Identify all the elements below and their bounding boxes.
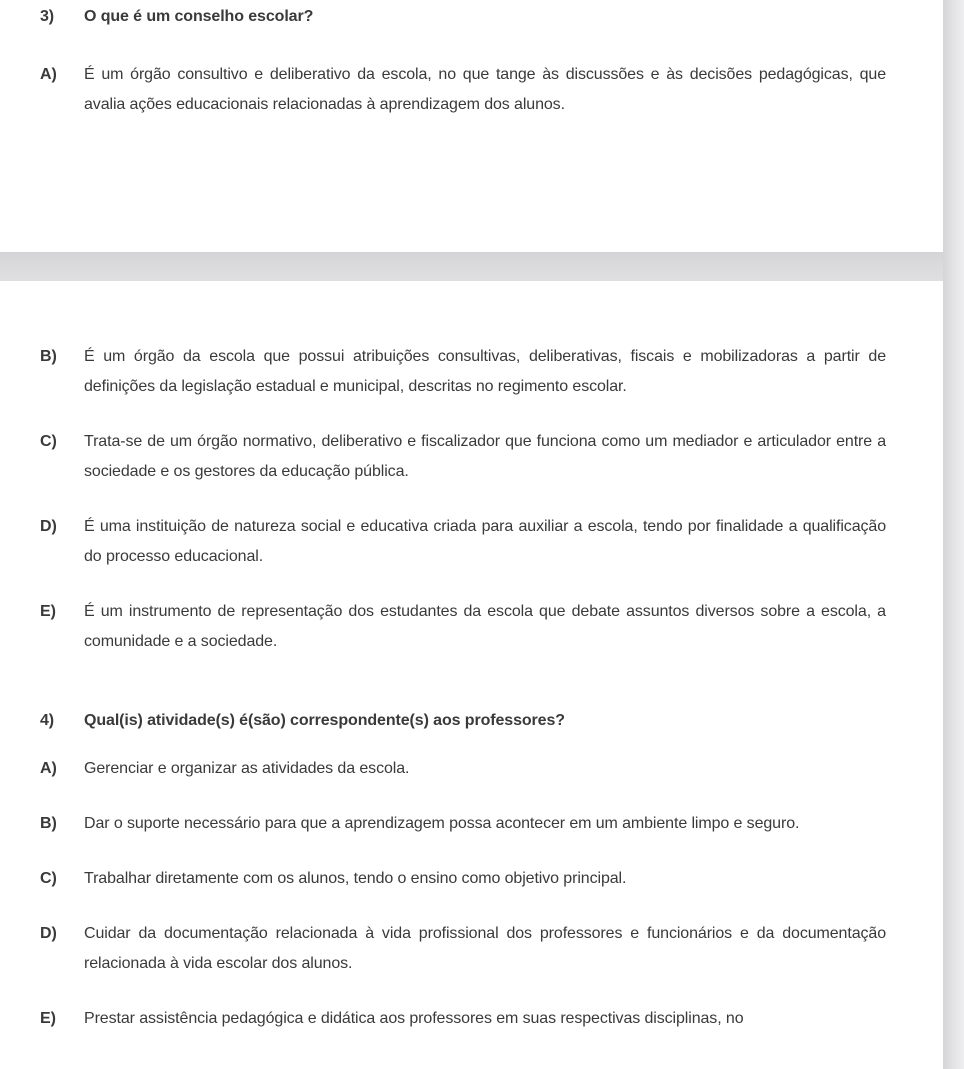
option-text: Prestar assistência pedagógica e didática aos professores em suas respectivas disciplinas, no: [84, 1010, 744, 1027]
option-label: C): [40, 433, 57, 450]
option-text: Dar o suporte necessário para que a aprendizagem possa acontecer em um ambiente limpo e seguro.: [84, 815, 800, 832]
option-label: E): [40, 603, 56, 620]
question-4-option-e: [40, 1004, 886, 1034]
question-3-option-d: [40, 512, 886, 572]
viewer-right-gutter: [943, 0, 964, 1069]
page-1: [0, 0, 943, 252]
option-text: É uma instituição de natureza social e educativa criada para auxiliar a escola, tendo por finalidade a qualificação do processo educacional.: [84, 518, 886, 565]
question-4-option-d: [40, 919, 886, 979]
option-text: Trabalhar diretamente com os alunos, tendo o ensino como objetivo principal.: [84, 870, 627, 887]
option-text: É um órgão da escola que possui atribuições consultivas, deliberativas, fiscais e mobilizadoras a partir de definições da legislação estadual e municipal, descritas no regimento escolar.: [84, 348, 886, 395]
option-text: Trata-se de um órgão normativo, deliberativo e fiscalizador que funciona como um mediador e articulador entre a sociedade e os gestores da educação pública.: [84, 433, 886, 480]
question-3-option-c: [40, 427, 886, 487]
option-label: A): [40, 760, 57, 777]
page-2: [0, 281, 943, 1034]
question-3-option-a: [40, 60, 886, 120]
question-3-option-e: [40, 597, 886, 657]
option-label: B): [40, 815, 57, 832]
question-3-number: 3): [40, 8, 55, 25]
question-4-text: Qual(is) atividade(s) é(são) correspondente(s) aos professores?: [84, 712, 565, 729]
page-break-gap: [0, 252, 943, 281]
option-text: Gerenciar e organizar as atividades da escola.: [84, 760, 410, 777]
question-4-number: 4): [40, 712, 55, 729]
question-4-option-a: [40, 754, 886, 784]
question-4-option-b: [40, 809, 886, 839]
option-label: B): [40, 348, 57, 365]
option-label: D): [40, 925, 57, 942]
option-text: Cuidar da documentação relacionada à vida profissional dos professores e funcionários e da documentação relacionada à vida escolar dos alunos.: [84, 925, 886, 972]
option-label: C): [40, 870, 57, 887]
question-4-option-c: [40, 864, 886, 894]
question-3-text: O que é um conselho escolar?: [84, 8, 314, 25]
option-text: É um instrumento de representação dos estudantes da escola que debate assuntos diversos sobre a escola, a comunidade e a sociedade.: [84, 603, 886, 650]
option-label: A): [40, 66, 57, 83]
option-text: É um órgão consultivo e deliberativo da escola, no que tange às discussões e às decisões pedagógicas, que avalia ações educacionais relacionadas à aprendizagem dos alunos.: [84, 66, 886, 113]
question-3: [40, 2, 886, 32]
option-label: E): [40, 1010, 56, 1027]
question-3-option-b: [40, 342, 886, 402]
question-4: [40, 706, 886, 736]
option-label: D): [40, 518, 57, 535]
